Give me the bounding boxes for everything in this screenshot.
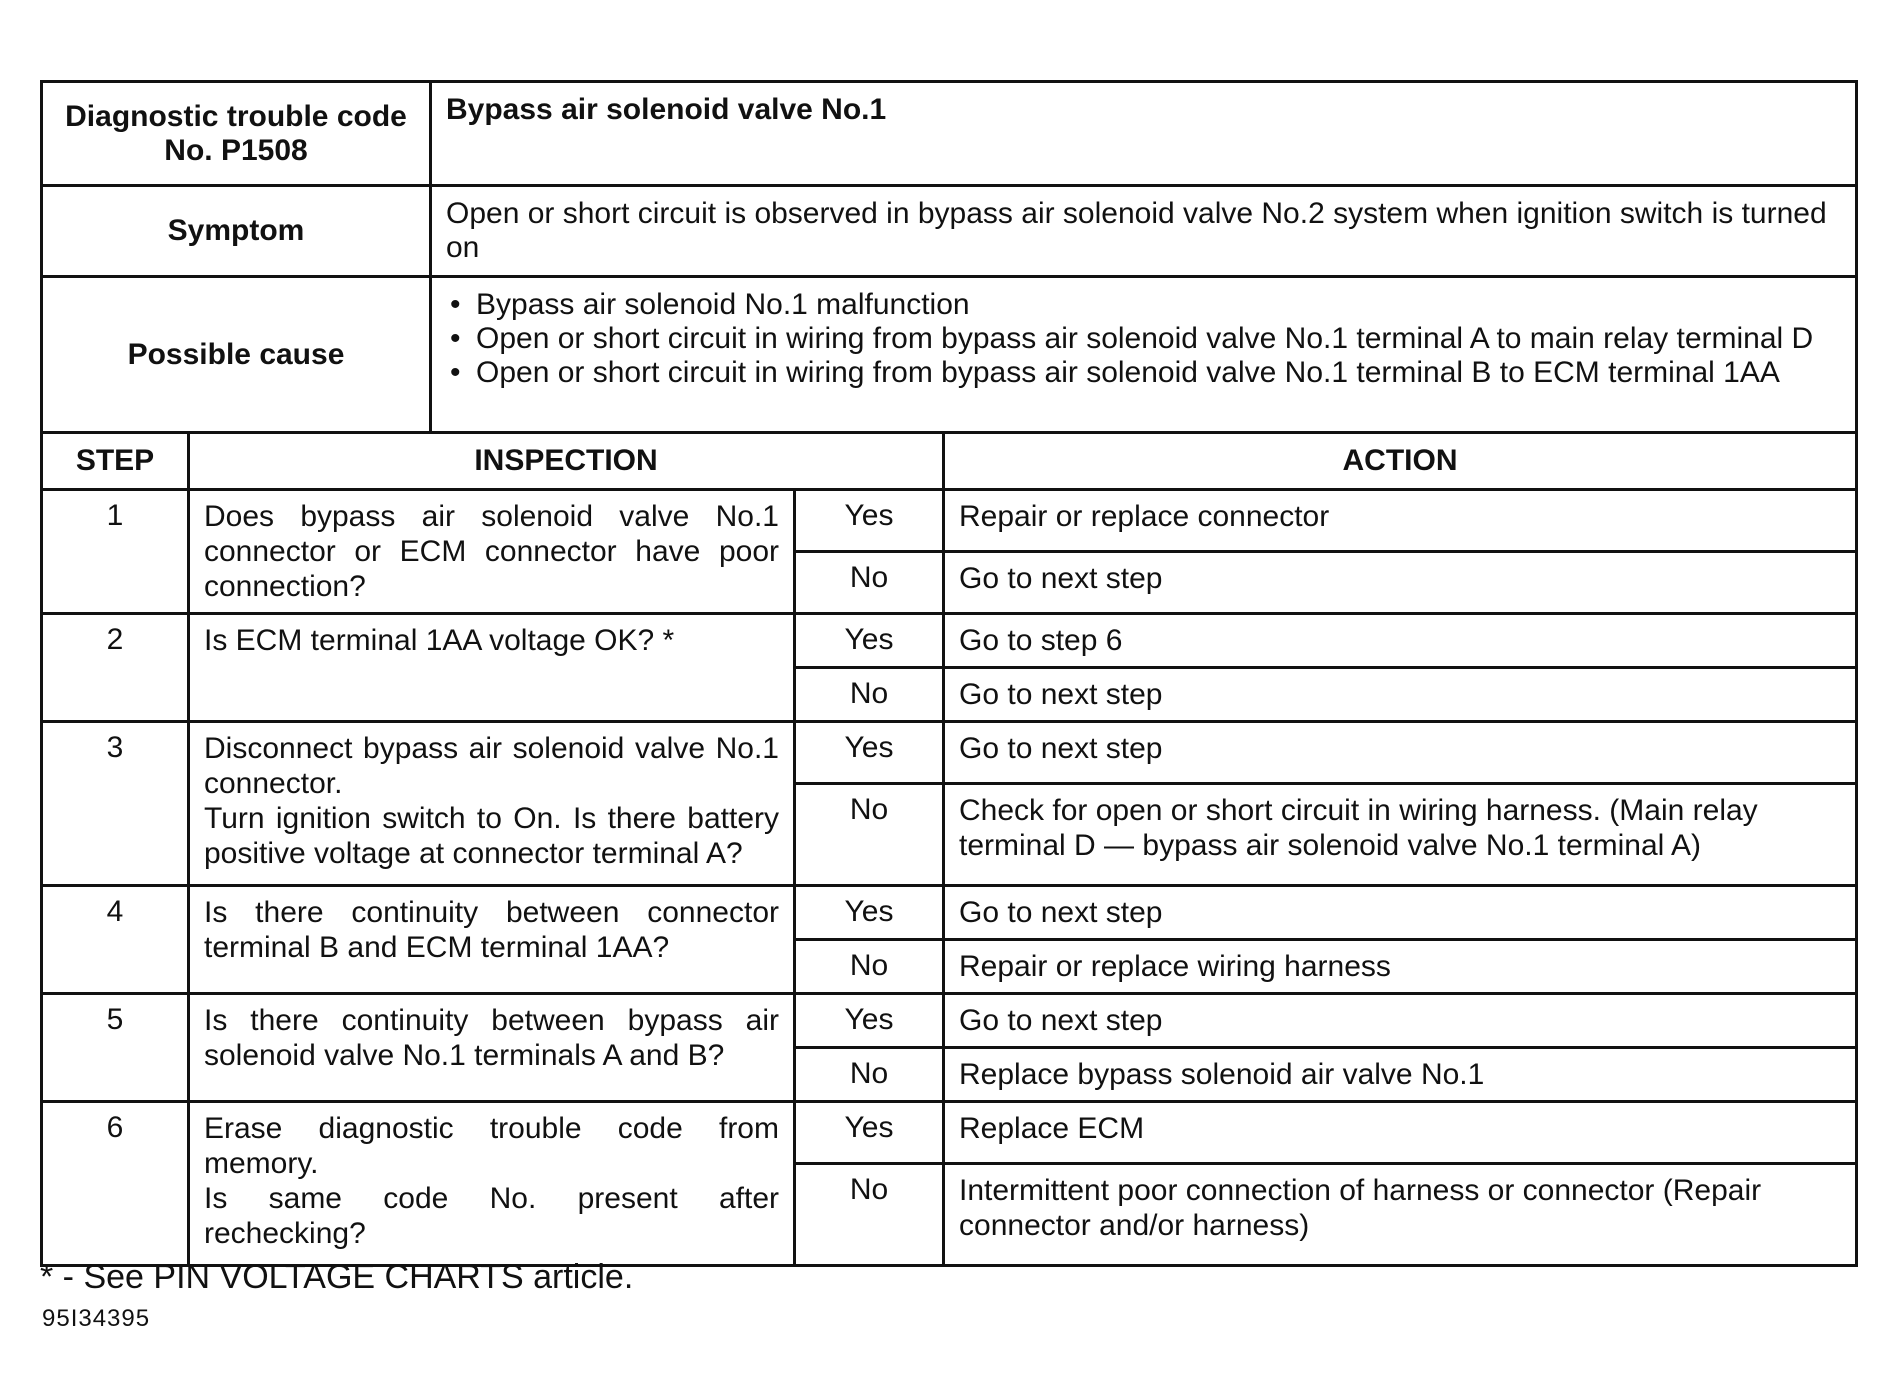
step-number: 4: [42, 886, 189, 994]
col-inspection-header: INSPECTION: [189, 433, 944, 490]
inspection-paragraph: Turn ignition switch to On. Is there battery positive voltage at connector terminal A?: [204, 802, 779, 870]
inspection-text: [189, 614, 795, 722]
yes-action: Go to next step: [944, 886, 1857, 940]
no-action: Go to next step: [944, 552, 1857, 614]
yes-action: Go to step 6: [944, 614, 1857, 668]
footnote: * - See PIN VOLTAGE CHARTS article.: [40, 1258, 634, 1296]
dtc-label: Diagnostic trouble code No. P1508: [42, 82, 431, 186]
cause-list: [446, 288, 1841, 390]
inspection-text: [189, 1102, 795, 1266]
step-number: 3: [42, 722, 189, 886]
yes-label: Yes: [795, 490, 944, 552]
inspection-text: [189, 994, 795, 1102]
inspection-paragraph: Disconnect bypass air solenoid valve No.1 connector.: [204, 732, 779, 800]
no-label: No: [795, 552, 944, 614]
step-number: 2: [42, 614, 189, 722]
yes-action: Replace ECM: [944, 1102, 1857, 1164]
no-action: Go to next step: [944, 668, 1857, 722]
steps-table: [40, 431, 1858, 1267]
dtc-header-table: [40, 80, 1858, 434]
no-label: No: [795, 1048, 944, 1102]
cause-label: Possible cause: [42, 277, 431, 433]
cause-row: [42, 277, 1857, 433]
cause-cell: [431, 277, 1857, 433]
no-label: No: [795, 940, 944, 994]
table-row: [42, 1102, 1857, 1164]
no-action: Replace bypass solenoid air valve No.1: [944, 1048, 1857, 1102]
no-action: Repair or replace wiring harness: [944, 940, 1857, 994]
yes-label: Yes: [795, 722, 944, 784]
no-label: No: [795, 1164, 944, 1266]
yes-label: Yes: [795, 1102, 944, 1164]
inspection-paragraph: Is there continuity between bypass air solenoid valve No.1 terminals A and B?: [204, 1004, 779, 1072]
step-number: 5: [42, 994, 189, 1102]
cause-item: • Open or short circuit in wiring from bypass air solenoid valve No.1 terminal B to ECM terminal 1AA: [446, 356, 1841, 390]
no-action: Intermittent poor connection of harness or connector (Repair connector and/or harness): [944, 1164, 1857, 1266]
diagnostic-sheet: [40, 80, 1858, 1267]
inspection-paragraph: Erase diagnostic trouble code from memory.: [204, 1112, 779, 1180]
symptom-row: [42, 186, 1857, 277]
inspection-text: [189, 722, 795, 886]
symptom-label: Symptom: [42, 186, 431, 277]
steps-body: [42, 490, 1857, 1266]
col-action-header: ACTION: [944, 433, 1857, 490]
inspection-text: [189, 886, 795, 994]
step-number: 6: [42, 1102, 189, 1266]
no-label: No: [795, 784, 944, 886]
table-row: [42, 722, 1857, 784]
inspection-paragraph: Is ECM terminal 1AA voltage OK? *: [204, 624, 675, 657]
yes-action: Repair or replace connector: [944, 490, 1857, 552]
table-row: [42, 994, 1857, 1048]
inspection-paragraph: Does bypass air solenoid valve No.1 connector or ECM connector have poor connection?: [204, 500, 779, 603]
yes-action: Go to next step: [944, 722, 1857, 784]
yes-label: Yes: [795, 886, 944, 940]
steps-header-row: [42, 433, 1857, 490]
no-action: Check for open or short circuit in wiring harness. (Main relay terminal D — bypass air solenoid valve No.1 terminal A): [944, 784, 1857, 886]
yes-action: Go to next step: [944, 994, 1857, 1048]
table-row: [42, 886, 1857, 940]
yes-label: Yes: [795, 614, 944, 668]
symptom-text: Open or short circuit is observed in bypass air solenoid valve No.2 system when ignition switch is turned on: [431, 186, 1857, 277]
dtc-title: Bypass air solenoid valve No.1: [431, 82, 1857, 186]
inspection-paragraph: Is there continuity between connector terminal B and ECM terminal 1AA?: [204, 896, 779, 964]
figure-id: 95I34395: [42, 1305, 151, 1332]
cause-item: • Open or short circuit in wiring from bypass air solenoid valve No.1 terminal A to main relay terminal D: [446, 322, 1841, 356]
yes-label: Yes: [795, 994, 944, 1048]
dtc-row: [42, 82, 1857, 186]
table-row: [42, 490, 1857, 552]
inspection-paragraph: Is same code No. present after rechecking?: [204, 1182, 779, 1250]
cause-item: • Bypass air solenoid No.1 malfunction: [446, 288, 1841, 322]
no-label: No: [795, 668, 944, 722]
col-step-header: STEP: [42, 433, 189, 490]
step-number: 1: [42, 490, 189, 614]
table-row: [42, 614, 1857, 668]
inspection-text: [189, 490, 795, 614]
